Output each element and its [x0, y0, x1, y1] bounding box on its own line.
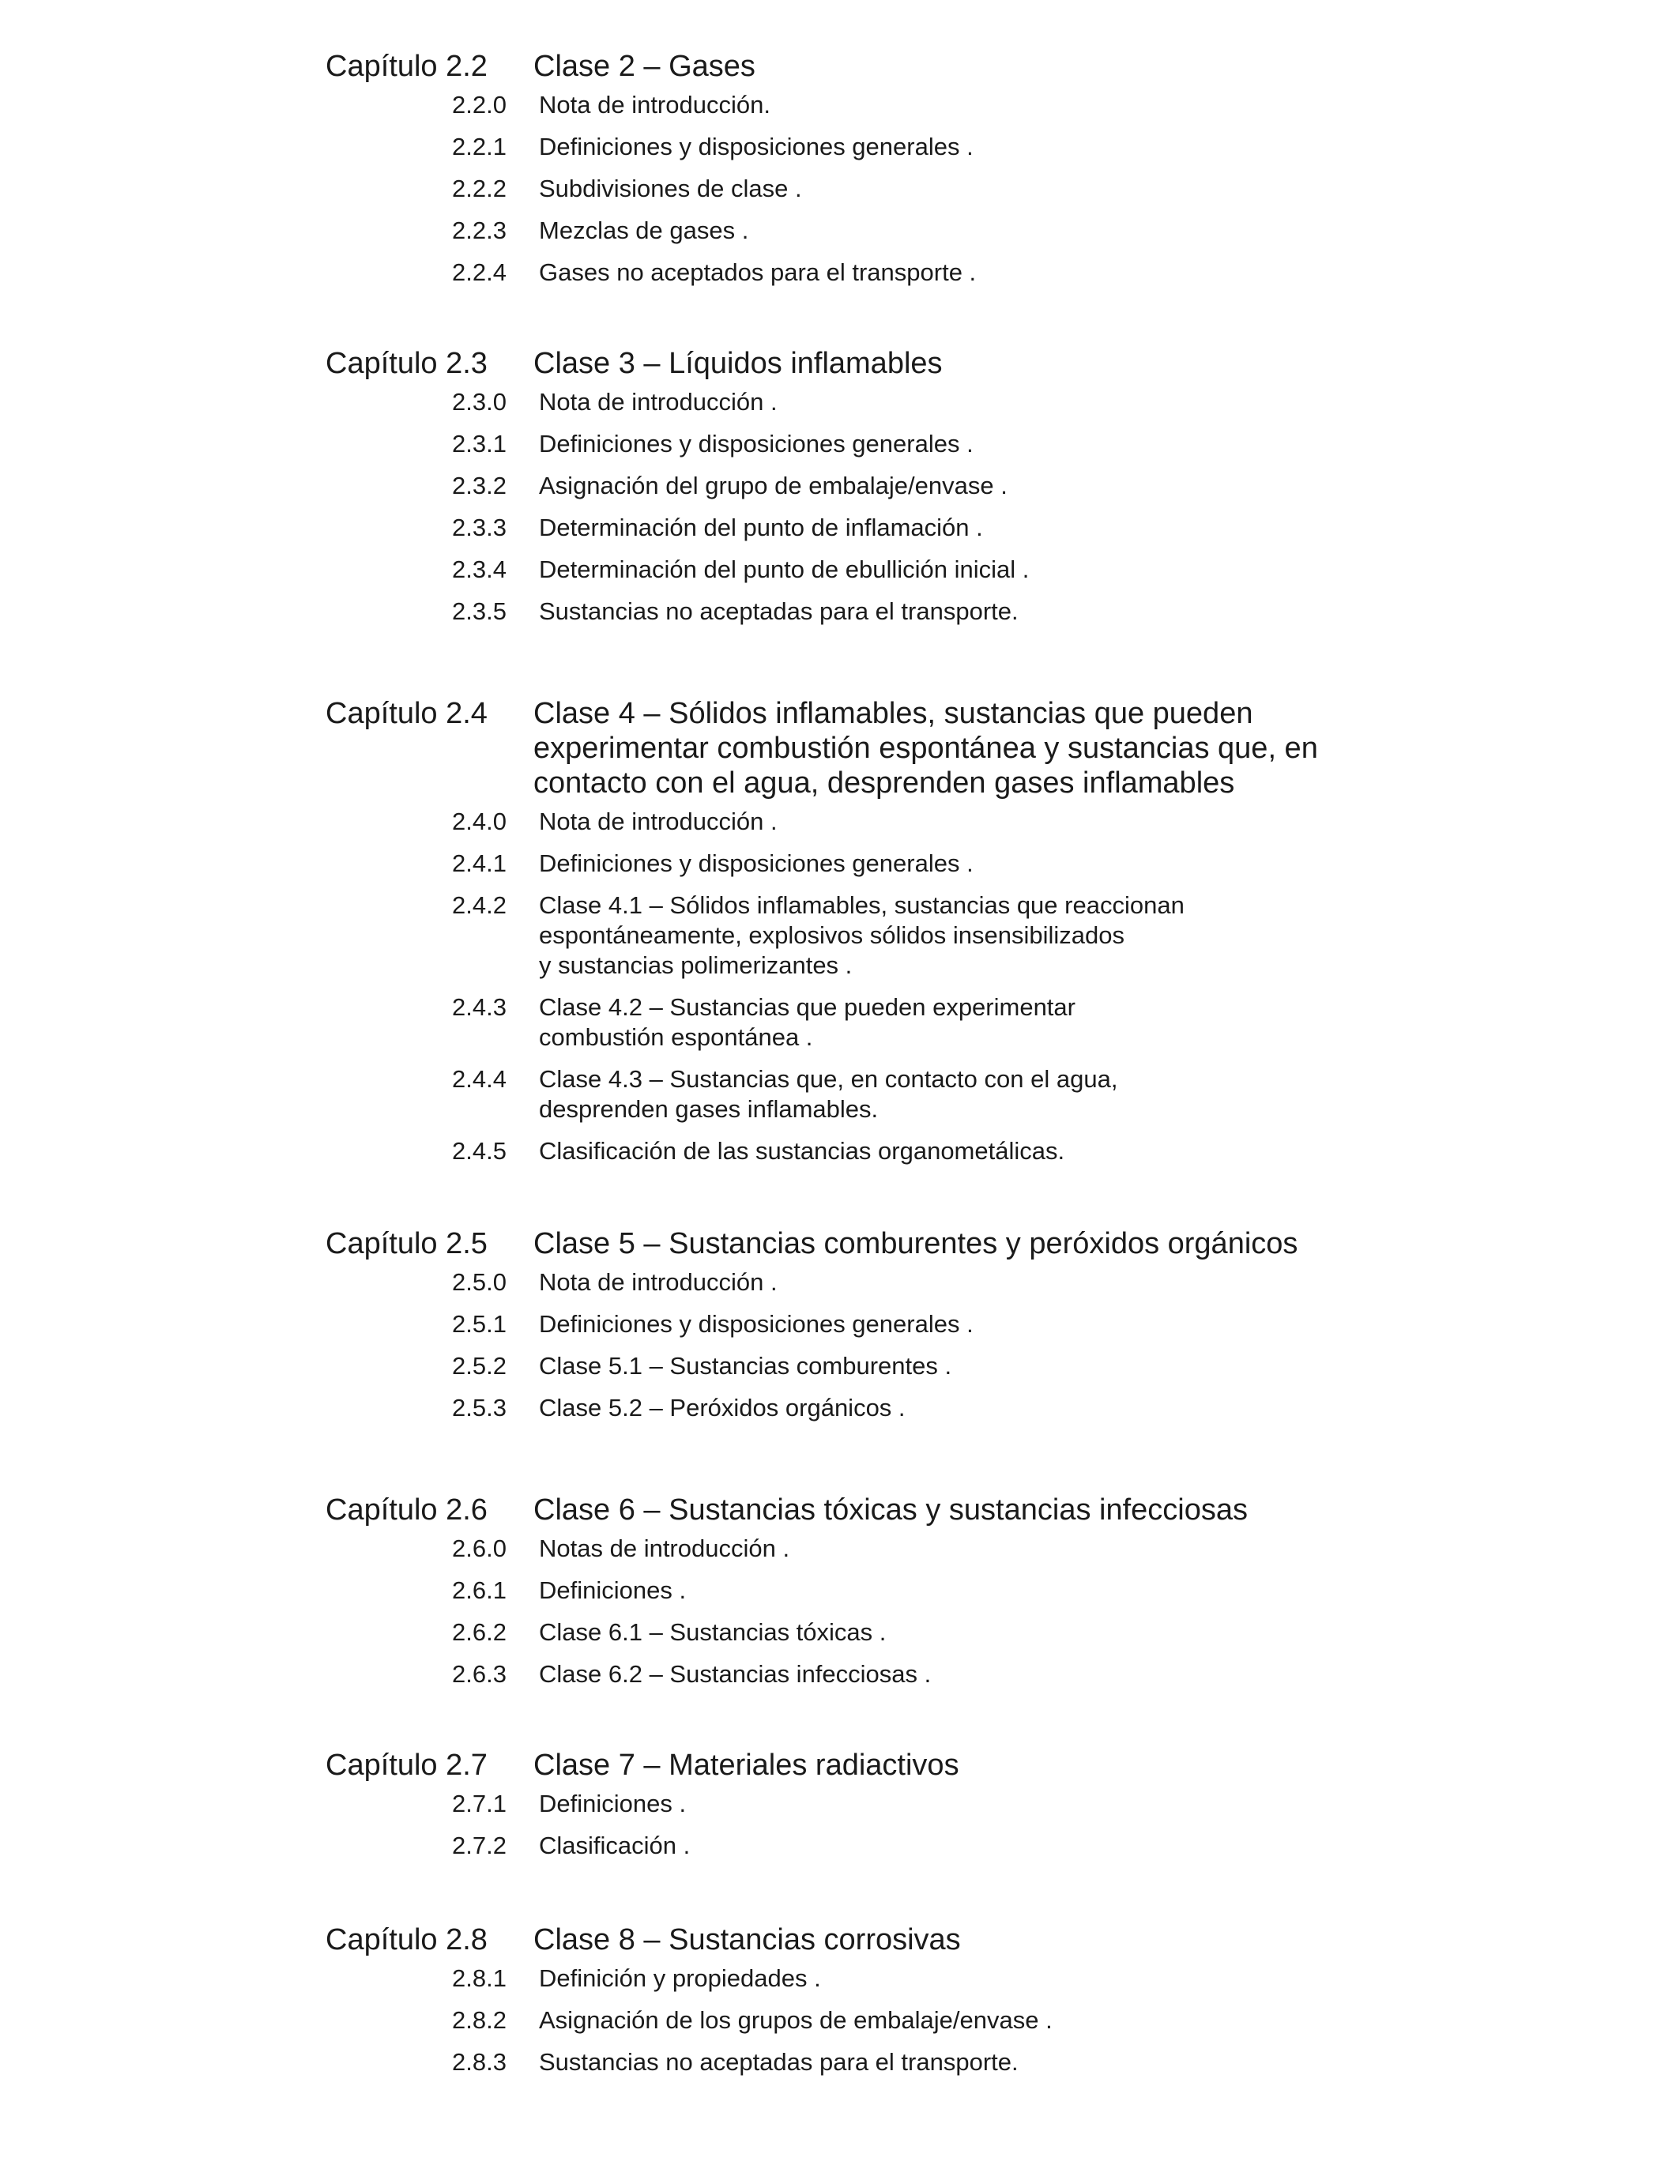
section-number: 2.4.5 [452, 1137, 507, 1165]
section-number: 2.5.2 [452, 1352, 507, 1380]
section-entry [326, 1393, 1400, 1423]
section-title: Definiciones . [539, 1576, 687, 1604]
section-title: Definiciones y disposiciones generales . [539, 849, 974, 877]
section-title: Gases no aceptados para el transporte . [539, 258, 977, 286]
section-title: Definiciones y disposiciones generales . [539, 1310, 974, 1338]
section-entry [326, 597, 1400, 627]
section-entry [326, 1534, 1400, 1564]
section-title: Clasificación . [539, 1832, 691, 1859]
chapter-title: Clase 3 – Líquidos inflamables [533, 347, 943, 380]
section-number: 2.3.3 [452, 514, 507, 541]
section-title: Nota de introducción . [539, 808, 778, 835]
section-number: 2.3.4 [452, 555, 507, 583]
section-number: 2.6.1 [452, 1576, 507, 1604]
chapter-heading [326, 1226, 1400, 1261]
section-entry [326, 891, 1400, 981]
section-entry [326, 1659, 1400, 1689]
section-entry [326, 1617, 1400, 1647]
section-title: Definición y propiedades . [539, 1964, 821, 1992]
section-title: Clase 4.2 – Sustancias que pueden experimentar combustión espontánea . [539, 993, 1075, 1051]
section-title: Determinación del punto de inflamación . [539, 514, 983, 541]
section-number: 2.4.0 [452, 808, 507, 835]
section-number: 2.7.1 [452, 1790, 507, 1817]
section-title: Clase 4.3 – Sustancias que, en contacto con el agua, desprenden gases inflamables. [539, 1065, 1118, 1123]
section-number: 2.2.0 [452, 91, 507, 119]
section-title: Asignación del grupo de embalaje/envase . [539, 472, 1008, 499]
section-entry [326, 1267, 1400, 1297]
section-number: 2.6.0 [452, 1534, 507, 1562]
section-title: Notas de introducción . [539, 1534, 790, 1562]
section-entry [326, 387, 1400, 417]
chapter-2-3 [326, 346, 1400, 627]
section-entry [326, 429, 1400, 459]
section-entry [326, 90, 1400, 120]
chapter-heading [326, 696, 1400, 800]
section-title: Clasificación de las sustancias organometálicas. [539, 1137, 1065, 1165]
section-number: 2.7.2 [452, 1832, 507, 1859]
section-entry [326, 132, 1400, 162]
chapter-title: Clase 8 – Sustancias corrosivas [533, 1923, 961, 1956]
section-title: Definiciones . [539, 1790, 687, 1817]
section-entry [326, 2047, 1400, 2077]
section-number: 2.8.1 [452, 1964, 507, 1992]
section-number: 2.5.3 [452, 1394, 507, 1421]
chapter-heading [326, 1493, 1400, 1527]
section-entry [326, 174, 1400, 204]
chapter-label: Capítulo 2.6 [326, 1493, 488, 1527]
chapter-2-8 [326, 1922, 1400, 2077]
section-title: Nota de introducción. [539, 91, 770, 119]
section-number: 2.2.4 [452, 258, 507, 286]
section-entry [326, 471, 1400, 501]
section-entry [326, 216, 1400, 246]
section-number: 2.8.2 [452, 2006, 507, 2034]
section-entry [326, 1351, 1400, 1381]
section-number: 2.8.3 [452, 2048, 507, 2076]
section-entry [326, 849, 1400, 879]
section-number: 2.2.3 [452, 217, 507, 244]
chapter-title: Clase 7 – Materiales radiactivos [533, 1749, 959, 1782]
section-number: 2.3.2 [452, 472, 507, 499]
section-entry [326, 1064, 1400, 1124]
section-title: Determinación del punto de ebullición inicial . [539, 555, 1030, 583]
section-entry [326, 1831, 1400, 1861]
chapter-title: Clase 6 – Sustancias tóxicas y sustancias infecciosas [533, 1493, 1248, 1527]
section-entry [326, 1964, 1400, 1994]
section-number: 2.3.1 [452, 430, 507, 458]
section-number: 2.2.2 [452, 175, 507, 202]
section-number: 2.4.1 [452, 849, 507, 877]
section-title: Clase 6.2 – Sustancias infecciosas . [539, 1660, 932, 1688]
section-entry [326, 258, 1400, 288]
chapter-heading [326, 49, 1400, 84]
section-title: Mezclas de gases . [539, 217, 749, 244]
chapter-2-4 [326, 696, 1400, 1166]
section-title: Nota de introducción . [539, 1268, 778, 1296]
section-entry [326, 1136, 1400, 1166]
section-number: 2.2.1 [452, 133, 507, 160]
section-number: 2.3.0 [452, 388, 507, 416]
chapter-title: Clase 5 – Sustancias comburentes y peróxidos orgánicos [533, 1227, 1298, 1260]
chapter-heading [326, 346, 1400, 381]
chapter-2-2 [326, 49, 1400, 288]
section-number: 2.4.4 [452, 1065, 507, 1093]
section-number: 2.6.3 [452, 1660, 507, 1688]
section-number: 2.4.2 [452, 891, 507, 919]
section-title: Clase 5.2 – Peróxidos orgánicos . [539, 1394, 906, 1421]
section-entry [326, 555, 1400, 585]
section-entry [326, 807, 1400, 837]
chapter-2-6 [326, 1493, 1400, 1689]
chapter-2-7 [326, 1748, 1400, 1861]
section-number: 2.5.0 [452, 1268, 507, 1296]
section-title: Clase 6.1 – Sustancias tóxicas . [539, 1618, 887, 1646]
section-entry [326, 1309, 1400, 1339]
chapter-heading [326, 1748, 1400, 1783]
chapter-label: Capítulo 2.5 [326, 1227, 488, 1260]
section-title: Nota de introducción . [539, 388, 778, 416]
chapter-title: Clase 2 – Gases [533, 50, 755, 83]
section-title: Clase 4.1 – Sólidos inflamables, sustancias que reaccionan espontáneamente, explosivos sólidos insensibilizados y sustancias polimerizantes . [539, 891, 1185, 979]
table-of-contents [326, 49, 1400, 2077]
section-number: 2.6.2 [452, 1618, 507, 1646]
section-entry [326, 1576, 1400, 1606]
chapter-label: Capítulo 2.2 [326, 50, 488, 83]
chapter-title: Clase 4 – Sólidos inflamables, sustancias que pueden experimentar combustión espontánea y sustancias que, en contacto con el agua, desprenden gases inflamables [533, 697, 1318, 800]
section-entry [326, 1789, 1400, 1819]
chapter-label: Capítulo 2.8 [326, 1923, 488, 1956]
section-entry [326, 513, 1400, 543]
section-title: Sustancias no aceptadas para el transporte. [539, 2048, 1019, 2076]
section-title: Sustancias no aceptadas para el transporte. [539, 597, 1019, 625]
chapter-label: Capítulo 2.4 [326, 697, 488, 730]
section-entry [326, 2005, 1400, 2035]
section-title: Asignación de los grupos de embalaje/envase . [539, 2006, 1053, 2034]
section-title: Definiciones y disposiciones generales . [539, 133, 974, 160]
section-title: Definiciones y disposiciones generales . [539, 430, 974, 458]
chapter-2-5 [326, 1226, 1400, 1423]
section-title: Subdivisiones de clase . [539, 175, 802, 202]
section-number: 2.3.5 [452, 597, 507, 625]
section-title: Clase 5.1 – Sustancias comburentes . [539, 1352, 952, 1380]
section-entry [326, 992, 1400, 1052]
chapter-label: Capítulo 2.7 [326, 1749, 488, 1782]
chapter-label: Capítulo 2.3 [326, 347, 488, 380]
chapter-heading [326, 1922, 1400, 1957]
section-number: 2.4.3 [452, 993, 507, 1021]
section-number: 2.5.1 [452, 1310, 507, 1338]
